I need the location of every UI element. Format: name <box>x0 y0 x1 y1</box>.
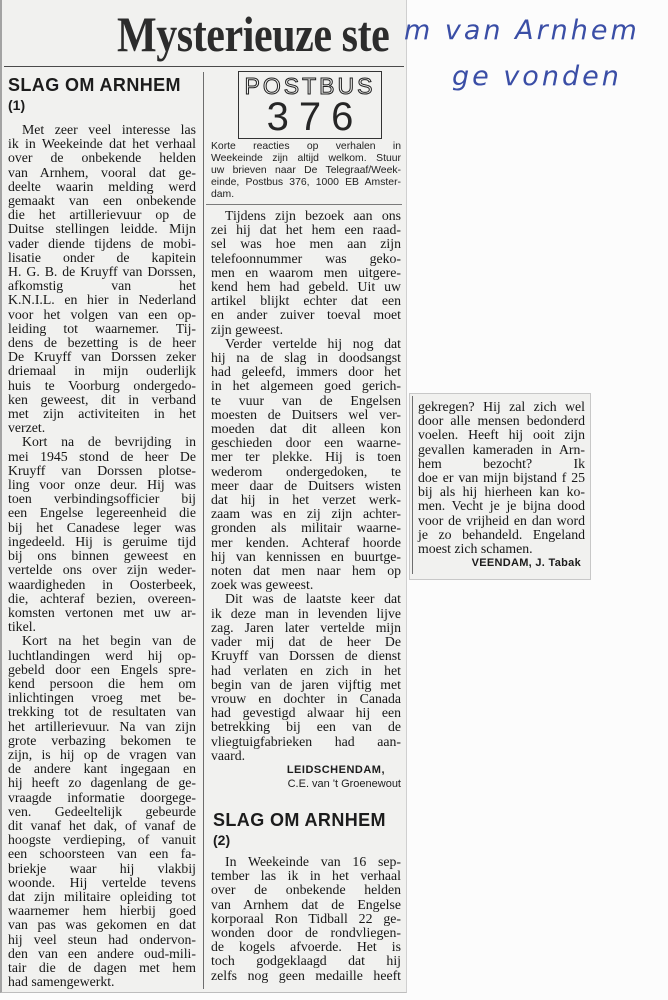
postbus-box <box>238 71 382 139</box>
text-line: vliegtuigfabrieken had aan- <box>211 733 401 749</box>
text-line: had verlaten en zich in het <box>211 662 401 678</box>
text-line: dens de bezetting is de heer <box>8 335 196 351</box>
letter-number: (1) <box>8 97 26 113</box>
text-line: luchtlandingen werd hij op- <box>8 647 196 663</box>
text-line: te vuur van de Engelsen <box>211 392 401 408</box>
paragraph <box>8 123 196 435</box>
text-line: dat zijn militaire opleiding tot <box>8 888 196 904</box>
text-line: men. Vecht je je bijna dood <box>418 498 585 514</box>
text-line: men en waarom men uitgere- <box>211 264 401 280</box>
text-line: kend persoon die hem om <box>8 675 196 691</box>
text-line: bij als hij hierheen kan ko- <box>418 484 585 500</box>
text-line: vader diende tijdens de mobi- <box>8 235 196 251</box>
text-line: tikel. <box>8 619 36 635</box>
letter-heading: SLAG OM ARNHEM <box>213 810 386 830</box>
handwritten-annotation-line1: m van Arnhem <box>404 15 640 46</box>
text-line: korporaal Ron Tidball 22 ge- <box>211 910 401 926</box>
text-line: wonden door de rondvliegen- <box>211 925 401 941</box>
text-line: Tijdens zijn bezoek aan ons <box>225 208 401 223</box>
column-rule <box>412 396 413 574</box>
text-line: gekregen? Hij zal zich wel <box>418 399 585 414</box>
text-column-3 <box>418 400 585 570</box>
text-line: mer kenden. Achteraf hoorde <box>211 534 401 550</box>
text-line: met zijn activiteiten in het <box>8 406 196 422</box>
text-line: geschieden door een waarne- <box>211 435 401 451</box>
letter-signature-author: C.E. van 't Groenewout <box>287 778 401 791</box>
text-line: mei 1945 stond de heer De <box>8 448 196 464</box>
text-line: ik deze man in levenden lijve <box>211 605 401 621</box>
text-line: had samengewerkt. <box>8 974 115 990</box>
text-line: noten dat men naar hem op <box>211 563 401 579</box>
text-line: voelen. Heeft hij ooit zijn <box>418 427 585 443</box>
text-line: hem bezocht? Ik <box>418 455 585 471</box>
text-line: De Kruyff van Dorssen zeker <box>8 349 196 365</box>
text-line: ling voor onze deur. Hij was <box>8 477 196 493</box>
text-column-1 <box>8 123 196 989</box>
text-line: briekje waar hij vlakbij <box>8 860 196 876</box>
column-rule <box>203 72 204 989</box>
text-line: meer daar de Duitsers wisten <box>211 477 401 493</box>
text-line: gebeld door een Engels spre- <box>8 661 196 677</box>
text-line: ven. Gedeeltelijk gebeurde <box>8 803 196 819</box>
text-line: over de onbekende helden <box>211 882 401 898</box>
text-line: toch godgeklaagd dat hij <box>211 953 401 969</box>
text-line: dam. <box>211 189 235 200</box>
text-line: moest zich schamen. <box>418 541 533 557</box>
text-line: bij ons binnen geweest en <box>8 548 196 564</box>
text-line: vertelde ons over zijn weder- <box>8 562 196 578</box>
text-line: gronden als militair waarne- <box>211 520 401 536</box>
text-line: het artillerievuur. Na van zijn <box>8 718 196 734</box>
headline-printed-title: Mysterieuze ste <box>117 6 390 62</box>
text-line: dit vanaf het dak, of vanaf de <box>8 817 196 833</box>
text-line: hoogste verdieping, of vanuit <box>8 832 196 848</box>
text-line: doe er van mijn bijstand f 25 <box>418 470 585 486</box>
text-line: waarnemer hem hierbij goed <box>8 903 196 919</box>
paragraph <box>211 855 401 983</box>
text-line: de andere kant ingegaan en <box>8 761 196 777</box>
text-line: komsten vertonen met uw ar- <box>8 604 196 620</box>
text-line: die het artillerievuur op de <box>8 207 196 223</box>
text-line: hij van kennissen en buurtge- <box>211 548 401 564</box>
text-line: moesten de Duitsers wel ver- <box>211 406 401 422</box>
text-line: K.N.I.L. en hier in Nederland <box>8 292 196 308</box>
text-line: betrekking bij een van de <box>211 719 401 735</box>
text-line: vaard. <box>211 747 246 763</box>
text-line: trekking tot de resultaten van <box>8 704 196 720</box>
paragraph <box>8 435 196 634</box>
text-line: ken geweest, dit in verband <box>8 391 196 407</box>
text-line: de kogels afvoerde. Het is <box>211 939 401 955</box>
letter-signature: VEENDAM, J. Tabak <box>471 557 581 570</box>
text-line: deelte waarin melding werd <box>8 178 196 194</box>
text-line: den van een andere oud-mili- <box>8 945 196 961</box>
text-line: zoek was geweest. <box>211 577 314 593</box>
text-line: H. G. B. de Kruyff van Dorssen, <box>8 264 196 280</box>
text-line: Verder vertelde hij nog dat <box>225 335 401 351</box>
letter-signature-place: LEIDSCHENDAM, <box>286 763 385 776</box>
text-line: uw brieven naar De Telegraaf/Week- <box>211 165 401 176</box>
text-line: een Engelse legereenheid die <box>8 505 196 521</box>
text-line: over de onbekende helden <box>8 150 196 166</box>
text-line: woonde. Hij vertelde tevens <box>8 874 196 890</box>
text-line: inlichtingen vroeg met be- <box>8 690 196 706</box>
text-line: in het algemeen goed gerich- <box>211 378 401 394</box>
text-line: bij het Canadese leger was <box>8 519 196 535</box>
text-line: die, achteraf bezien, overeen- <box>8 590 196 606</box>
postbus-label: POSTBUS <box>244 73 376 99</box>
text-line: gemaakt van een onbekende <box>8 193 196 209</box>
text-line: zijn, is hij op de vragen van <box>8 746 196 762</box>
text-line: ingedeeld. Hij is geruime tijd <box>8 533 196 549</box>
text-line: mer ter plekke. Hij is toen <box>211 449 401 465</box>
text-line: Dit was de laatste keer dat <box>225 591 401 607</box>
text-line: vader mij dat de heer De <box>211 634 401 650</box>
text-line: waardigheden in Oosterbeek, <box>8 576 196 592</box>
text-line: door alle mensen bedonderd <box>418 413 585 429</box>
text-line: zei hij dat het hem een raad- <box>211 222 401 238</box>
letter-heading: SLAG OM ARNHEM <box>8 75 181 95</box>
text-line: Kruyff van Dorssen plotse- <box>8 462 196 478</box>
text-line: Weekeinde zijn altijd welkom. Stuur <box>211 153 401 164</box>
postbus-number: 376 <box>266 95 364 139</box>
handwritten-annotation-line2: ge vonden <box>452 61 622 92</box>
text-line: had gevestigd alwaar hij een <box>211 705 401 721</box>
text-line: vraagde informatie doorgege- <box>8 789 196 805</box>
text-line: begin van de jaren vijftig met <box>211 676 401 692</box>
text-line: afkomstig van het <box>8 278 196 294</box>
text-line: huis te Voorburg ondergedo- <box>8 377 196 393</box>
text-line: moeden dat dit alleen kon <box>211 421 401 437</box>
text-line: Kort na het begin van de <box>22 633 196 649</box>
text-line: en ander zuiver toeval moet <box>211 307 401 323</box>
paragraph <box>211 209 401 337</box>
text-column-2 <box>211 209 401 791</box>
text-line: hij na de slag in doodsangst <box>211 350 401 366</box>
text-line: kend hem had gebeld. Uit uw <box>211 279 401 295</box>
text-line: een schoorsteen van een fa- <box>8 846 196 862</box>
text-line: telefoonnummer was geko- <box>211 250 401 266</box>
paragraph <box>211 592 401 762</box>
text-line: grote verbazing bekomen te <box>8 732 196 748</box>
text-line: sel was hoe men aan zijn <box>211 236 401 252</box>
text-line: zaam was en zij zijn achter- <box>211 506 401 522</box>
text-line: zijn geweest. <box>211 321 284 337</box>
text-line: van Arnhem dat de Engelse <box>211 896 401 912</box>
paragraph <box>418 400 585 556</box>
text-line: vrouw en dochter in Canada <box>211 690 401 706</box>
text-line: zelfs nog geen medaille heeft <box>211 967 401 983</box>
text-line: ik in Weekeinde dat het verhaal <box>8 136 196 152</box>
text-line: je zo behandeld. Engeland <box>418 526 585 542</box>
headline-divider <box>4 66 404 67</box>
text-line: van Arnhem, vooral dat ge- <box>8 164 196 180</box>
text-line: In Weekeinde van 16 sep- <box>225 854 401 869</box>
text-line: Kort na de bevrijding in <box>22 434 196 450</box>
text-line: tember las ik in het verhaal <box>211 868 401 884</box>
text-line: toen verbindingsofficier bij <box>8 491 196 507</box>
text-column-2-letter2 <box>211 855 401 983</box>
text-line: Kruyff van Dorssen de dienst <box>211 648 401 664</box>
text-line: voor de vrijheid en dan word <box>418 512 585 528</box>
text-line: Korte reacties op verhalen in <box>211 141 401 152</box>
text-line: lisatie onder de kapitein <box>8 249 196 265</box>
text-line: driemaal in mijn ouderlijk <box>8 363 196 379</box>
letter-number: (2) <box>213 832 231 848</box>
text-line: dat hij in het verzet werk- <box>211 492 401 508</box>
text-line: hij veel steun had ondervon- <box>8 931 196 947</box>
paragraph <box>211 337 401 593</box>
text-line: had geleefd, immers door het <box>211 364 401 380</box>
text-line: hij heeft zo dagenlang de ge- <box>8 775 196 791</box>
text-line: van pas was gekomen en dat <box>8 917 196 933</box>
postbus-caption <box>211 141 401 201</box>
text-line: Met zeer veel interesse las <box>22 122 196 137</box>
text-line: wederom ondergedoken, te <box>211 463 401 479</box>
paragraph <box>8 634 196 989</box>
text-line: zag. Jaren later vertelde mijn <box>211 619 401 635</box>
text-line: artikel blijkt echter dat een <box>211 293 401 309</box>
text-line: leiding tot waarnemer. Tij- <box>8 320 196 336</box>
text-line: verzet. <box>8 420 46 436</box>
text-line: voor het volgen van een op- <box>8 306 196 322</box>
text-line: gevallen kameraden in Arn- <box>418 441 585 457</box>
text-line: tair die de dagen met hem <box>8 959 196 975</box>
caption-divider <box>206 204 402 205</box>
text-line: Duitse stellingen leidde. Mijn <box>8 221 196 237</box>
text-line: einde, Postbus 376, 1000 EB Amster- <box>211 177 401 188</box>
